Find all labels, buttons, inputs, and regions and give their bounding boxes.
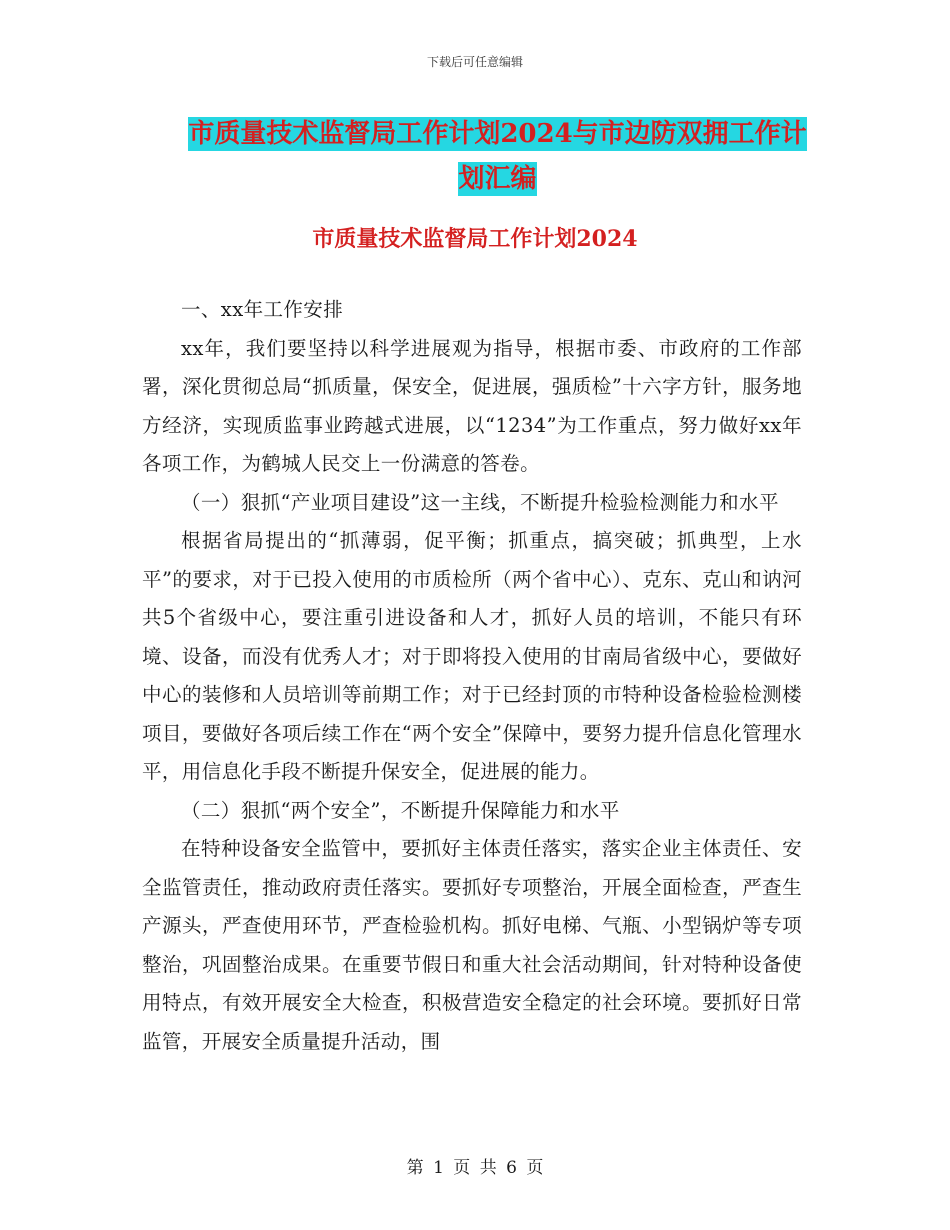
- paragraph-heading-1: 一、xx年工作安排: [181, 298, 344, 321]
- document-title: [185, 112, 810, 202]
- paragraph-heading-3: （二）狠抓“两个安全”，不断提升保障能力和水平: [181, 798, 620, 822]
- page-footer: 第 1 页 共 6 页: [406, 1158, 544, 1178]
- section-title: 市质量技术监督局工作计划2024: [312, 226, 638, 252]
- paragraph: 在特种设备安全监管中，要抓好主体责任落实，落实企业主体责任、安全监管责任，推动政府责任落实。要抓好专项整治，开展全面检查，严查生产源头，严查使用环节，严查检验机构。抓好电梯、气瓶、小型锅炉等专项整治，巩固整治成果。在重要节假日和重大社会活动期间，针对特种设备使用特点，有效开展安全大检查，积极营造安全稳定的社会环境。要抓好日常监管，开展安全质量提升活动，围: [142, 837, 802, 1053]
- paragraph: 根据省局提出的“抓薄弱，促平衡；抓重点，搞突破；抓典型，上水平”的要求，对于已投入使用的市质检所（两个省中心）、克东、克山和讷河共5个省级中心，要注重引进设备和人才，抓好人员的培训，不能只有环境、设备，而没有优秀人才；对于即将投入使用的甘南局省级中心，要做好中心的装修和人员培训等前期工作；对于已经封顶的市特种设备检验检测楼项目，要做好各项后续工作在“两个安全”保障中，要努力提升信息化管理水平，用信息化手段不断提升保安全，促进展的能力。: [142, 529, 802, 783]
- document-title-text: 市质量技术监督局工作计划2024与市边防双拥工作计划汇编: [188, 119, 807, 194]
- document-body: [142, 291, 802, 1061]
- header-note: 下载后可任意编辑: [426, 55, 523, 69]
- paragraph-heading-2: （一）狠抓“产业项目建设”这一主线，不断提升检验检测能力和水平: [181, 490, 779, 514]
- paragraph: xx年，我们要坚持以科学进展观为指导，根据市委、市政府的工作部署，深化贯彻总局“抓质量，保安全，促进展，强质检”十六字方针，服务地方经济，实现质监事业跨越式进展，以“1234”为工作重点，努力做好xx年各项工作，为鹤城人民交上一份满意的答卷。: [142, 336, 802, 475]
